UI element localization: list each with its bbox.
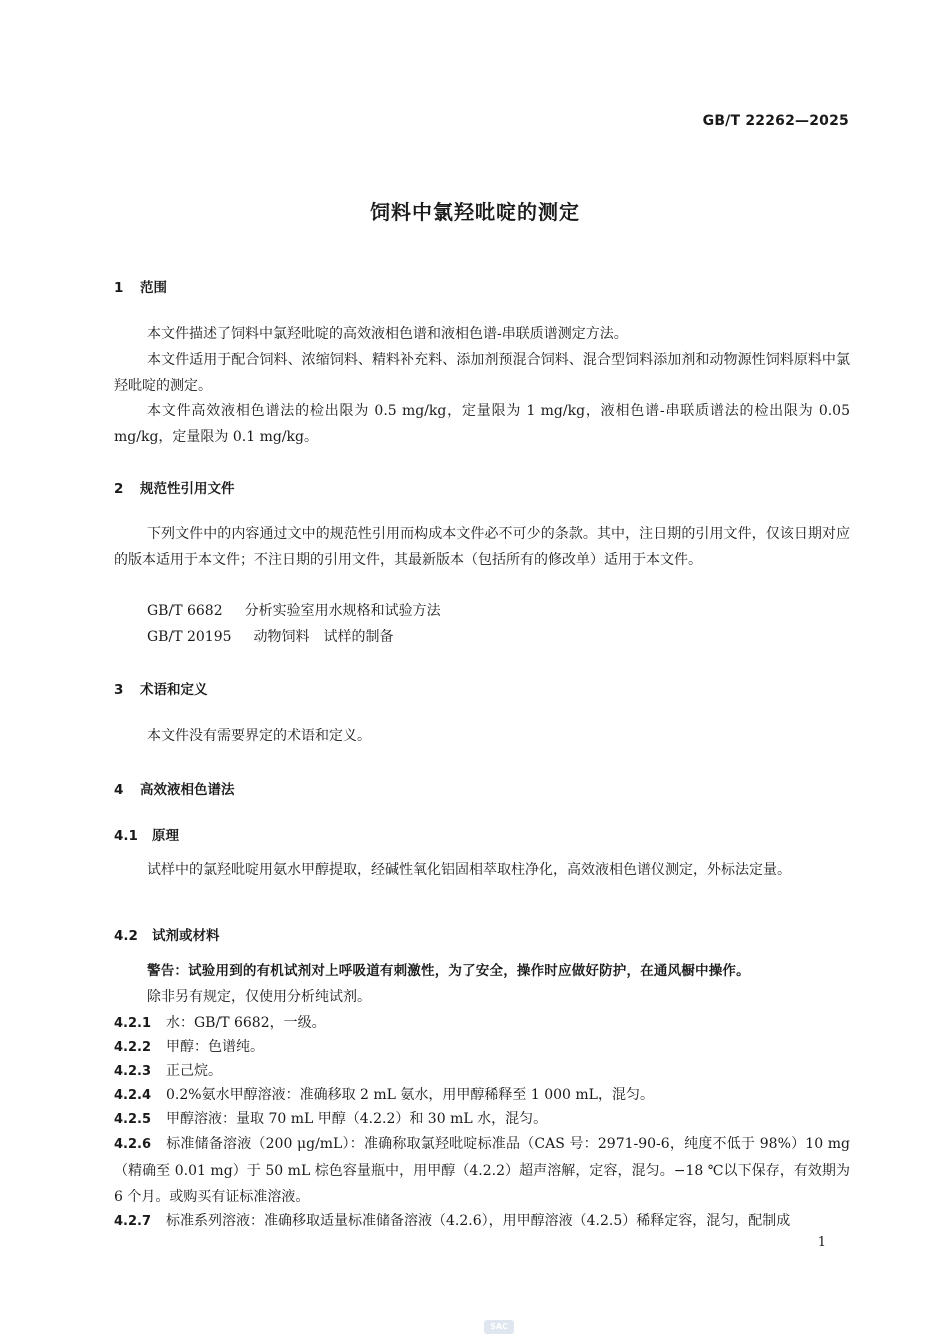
- reference-code: GB/T 20195: [147, 629, 232, 645]
- item-number: 4.2.6: [114, 1137, 152, 1152]
- item-text: 标准系列溶液：准确移取适量标准储备溶液（4.2.6），用甲醇溶液（4.2.5）稀释定容，混匀，配制成: [166, 1213, 791, 1229]
- item-number: 4.2.7: [114, 1214, 152, 1229]
- standard-code: GB/T 22262—2025: [702, 113, 849, 129]
- reagent-item: [114, 1131, 850, 1210]
- section-2-heading: [114, 477, 235, 497]
- item-text: 甲醇：色谱纯。: [166, 1039, 264, 1055]
- item-text: 0.2%氨水甲醇溶液：准确移取 2 mL 氨水，用甲醇稀释至 1 000 mL，混匀。: [166, 1087, 654, 1103]
- reference-1: [147, 598, 441, 624]
- reference-code: GB/T 6682: [147, 603, 223, 619]
- reagent-item: [114, 1010, 850, 1037]
- reagent-item: [114, 1058, 850, 1085]
- item-number: 4.2.4: [114, 1088, 152, 1103]
- reagent-item: [114, 1208, 850, 1235]
- reagent-item: [114, 1034, 850, 1061]
- sac-watermark: SAC: [484, 1320, 514, 1334]
- section-1-paragraph-2: 本文件适用于配合饲料、浓缩饲料、精料补充料、添加剂预混合饲料、混合型饲料添加剂和动物源性饲料原料中氯羟吡啶的测定。: [114, 352, 850, 394]
- section-number: 4: [114, 782, 124, 798]
- item-number: 4.2.1: [114, 1016, 152, 1031]
- item-text: 标准储备溶液（200 μg/mL）：准确称取氯羟吡啶标准品（CAS 号：2971-90-6，纯度不低于 98%）10 mg（精确至 0.01 mg）于 50 mL 棕色容量瓶中，用甲醇（4.2.2）超声溶解，定容，混匀。−18 ℃以下保存，有效期为 6 个月。或购买有证标准溶液。: [114, 1136, 850, 1205]
- reagent-item: [114, 1082, 850, 1109]
- section-3-paragraph-1: 本文件没有需要界定的术语和定义。: [147, 728, 371, 744]
- section-1-paragraph-3: 本文件高效液相色谱法的检出限为 0.5 mg/kg，定量限为 1 mg/kg，液相色谱-串联质谱法的检出限为 0.05 mg/kg，定量限为 0.1 mg/kg。: [114, 403, 850, 445]
- section-title: 范围: [140, 280, 167, 296]
- section-3-heading: [114, 678, 208, 698]
- section-title: 规范性引用文件: [140, 481, 235, 497]
- item-number: 4.2.5: [114, 1112, 152, 1127]
- section-1-heading: [114, 276, 167, 296]
- safety-warning: 警告：试验用到的有机试剂对上呼吸道有刺激性，为了安全，操作时应做好防护，在通风橱中操作。: [147, 963, 750, 979]
- section-number: 2: [114, 481, 124, 497]
- section-number: 1: [114, 280, 124, 296]
- reagent-item: [114, 1106, 850, 1133]
- section-4-1-heading: [114, 824, 179, 844]
- section-title: 原理: [152, 828, 179, 844]
- reagents-intro: 除非另有规定，仅使用分析纯试剂。: [147, 989, 371, 1005]
- section-number: 3: [114, 682, 124, 698]
- section-4-2-heading: [114, 924, 220, 944]
- document-title: 饲料中氯羟吡啶的测定: [370, 200, 580, 224]
- section-title: 高效液相色谱法: [140, 782, 235, 798]
- item-text: 水：GB/T 6682，一级。: [166, 1015, 326, 1031]
- item-text: 正己烷。: [166, 1063, 222, 1079]
- reference-title: 动物饲料 试样的制备: [253, 629, 394, 645]
- section-4-1-paragraph-1: 试样中的氯羟吡啶用氨水甲醇提取，经碱性氧化铝固相萃取柱净化，高效液相色谱仪测定，外标法定量。: [147, 862, 791, 878]
- section-number: 4.2: [114, 928, 138, 944]
- section-title: 试剂或材料: [152, 928, 220, 944]
- section-2-paragraph-1: 下列文件中的内容通过文中的规范性引用而构成本文件必不可少的条款。其中，注日期的引用文件，仅该日期对应的版本适用于本文件；不注日期的引用文件，其最新版本（包括所有的修改单）适用于本文件。: [114, 526, 850, 568]
- item-number: 4.2.3: [114, 1064, 152, 1079]
- section-number: 4.1: [114, 828, 138, 844]
- section-4-heading: [114, 778, 235, 798]
- section-title: 术语和定义: [140, 682, 208, 698]
- item-number: 4.2.2: [114, 1040, 152, 1055]
- item-text: 甲醇溶液：量取 70 mL 甲醇（4.2.2）和 30 mL 水，混匀。: [166, 1111, 548, 1127]
- reference-2: [147, 624, 394, 650]
- page-number: 1: [817, 1235, 826, 1250]
- reference-title: 分析实验室用水规格和试验方法: [244, 603, 441, 619]
- section-1-paragraph-1: 本文件描述了饲料中氯羟吡啶的高效液相色谱和液相色谱-串联质谱测定方法。: [147, 326, 628, 342]
